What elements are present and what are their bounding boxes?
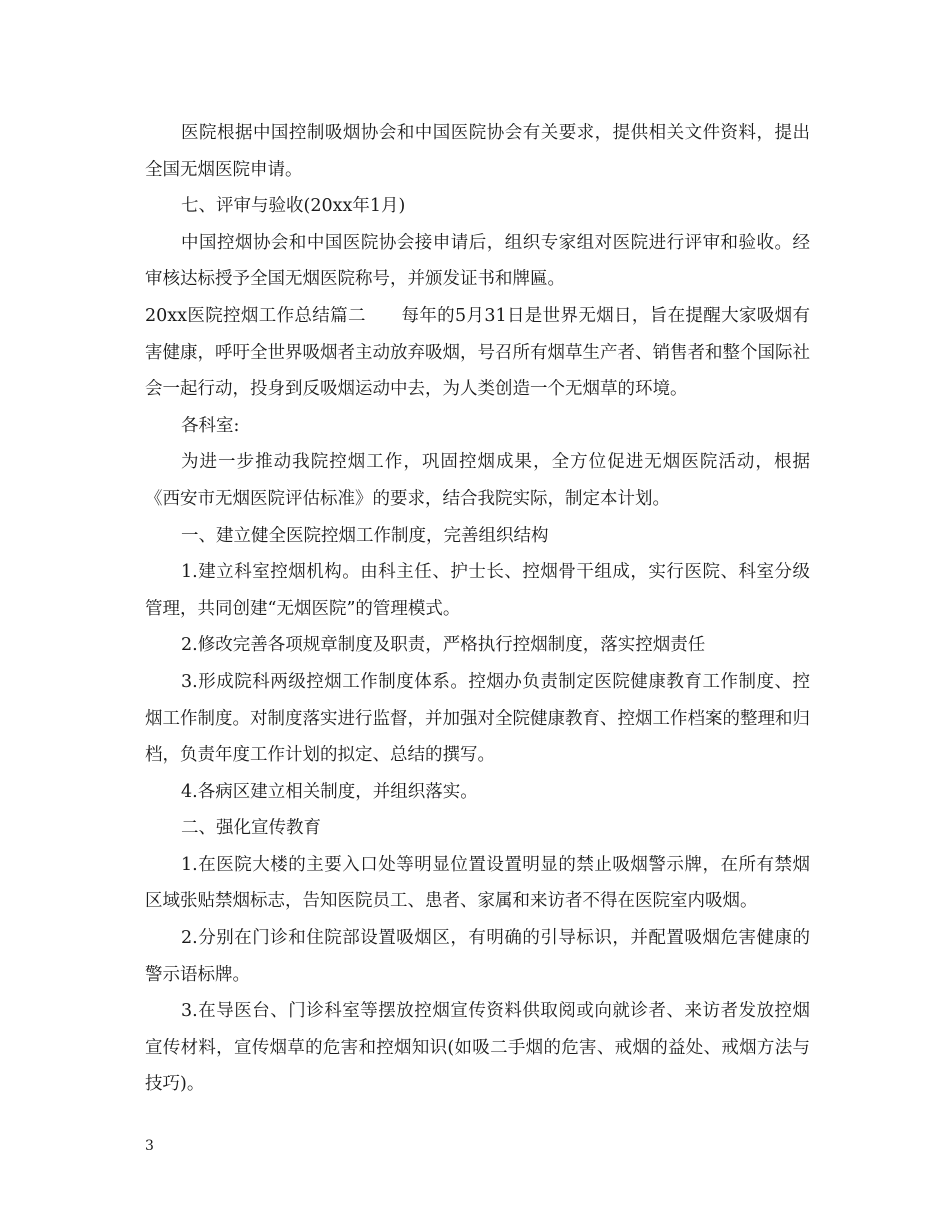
- paragraph-application: 医院根据中国控制吸烟协会和中国医院协会有关要求，提供相关文件资料，提出全国无烟医院申请。: [145, 123, 810, 180]
- paragraph-review: 中国控烟协会和中国医院协会接申请后，组织专家组对医院进行评审和验收。经审核达标授予全国无烟医院称号，并颁发证书和牌匾。: [145, 232, 810, 290]
- page-number: 3: [145, 1138, 154, 1154]
- list-item-publicity-2: 2.分别在门诊和住院部设置吸烟区，有明确的引导标识，并配置吸烟危害健康的警示语标牌。: [145, 928, 810, 985]
- list-item-system-4: 4.各病区建立相关制度，并组织落实。: [181, 781, 478, 802]
- list-item-system-2: 2.修改完善各项规章制度及职责，严格执行控烟制度，落实控烟责任: [181, 635, 706, 656]
- paragraph-salutation: 各科室:: [181, 415, 240, 436]
- section-heading-review: 七、评审与验收(20xx年1月): [181, 196, 406, 217]
- paragraph-summary-part-two: 20xx医院控烟工作总结篇二 每年的5月31日是世界无烟日，旨在提醒大家吸烟有害健康，呼吁全世界吸烟者主动放弃吸烟，号召所有烟草生产者、销售者和整个国际社会一起行动，投身到反吸烟运动中去，为人类创造一个无烟草的环境。: [145, 305, 810, 400]
- section-heading-publicity: 二、强化宣传教育: [181, 818, 321, 839]
- document-body: [145, 115, 810, 1103]
- list-item-publicity-1: 1.在医院大楼的主要入口处等明显位置设置明显的禁止吸烟警示牌，在所有禁烟区域张贴禁烟标志，告知医院员工、患者、家属和来访者不得在医院室内吸烟。: [145, 854, 810, 912]
- list-item-system-3: 3.形成院科两级控烟工作制度体系。控烟办负责制定医院健康教育工作制度、控烟工作制度。对制度落实进行监督，并加强对全院健康教育、控烟工作档案的整理和归档，负责年度工作计划的拟定、总结的撰写。: [145, 671, 810, 766]
- list-item-system-1: 1.建立科室控烟机构。由科主任、护士长、控烟骨干组成，实行医院、科室分级管理，共同创建“无烟医院”的管理模式。: [145, 562, 810, 619]
- list-item-publicity-3: 3.在导医台、门诊科室等摆放控烟宣传资料供取阅或向就诊者、来访者发放控烟宣传材料，宣传烟草的危害和控烟知识(如吸二手烟的危害、戒烟的益处、戒烟方法与技巧)。: [145, 1001, 810, 1095]
- section-heading-system: 一、建立健全医院控烟工作制度，完善组织结构: [181, 525, 549, 546]
- paragraph-purpose: 为进一步推动我院控烟工作，巩固控烟成果，全方位促进无烟医院活动，根据《西安市无烟医院评估标准》的要求，结合我院实际，制定本计划。: [145, 452, 810, 509]
